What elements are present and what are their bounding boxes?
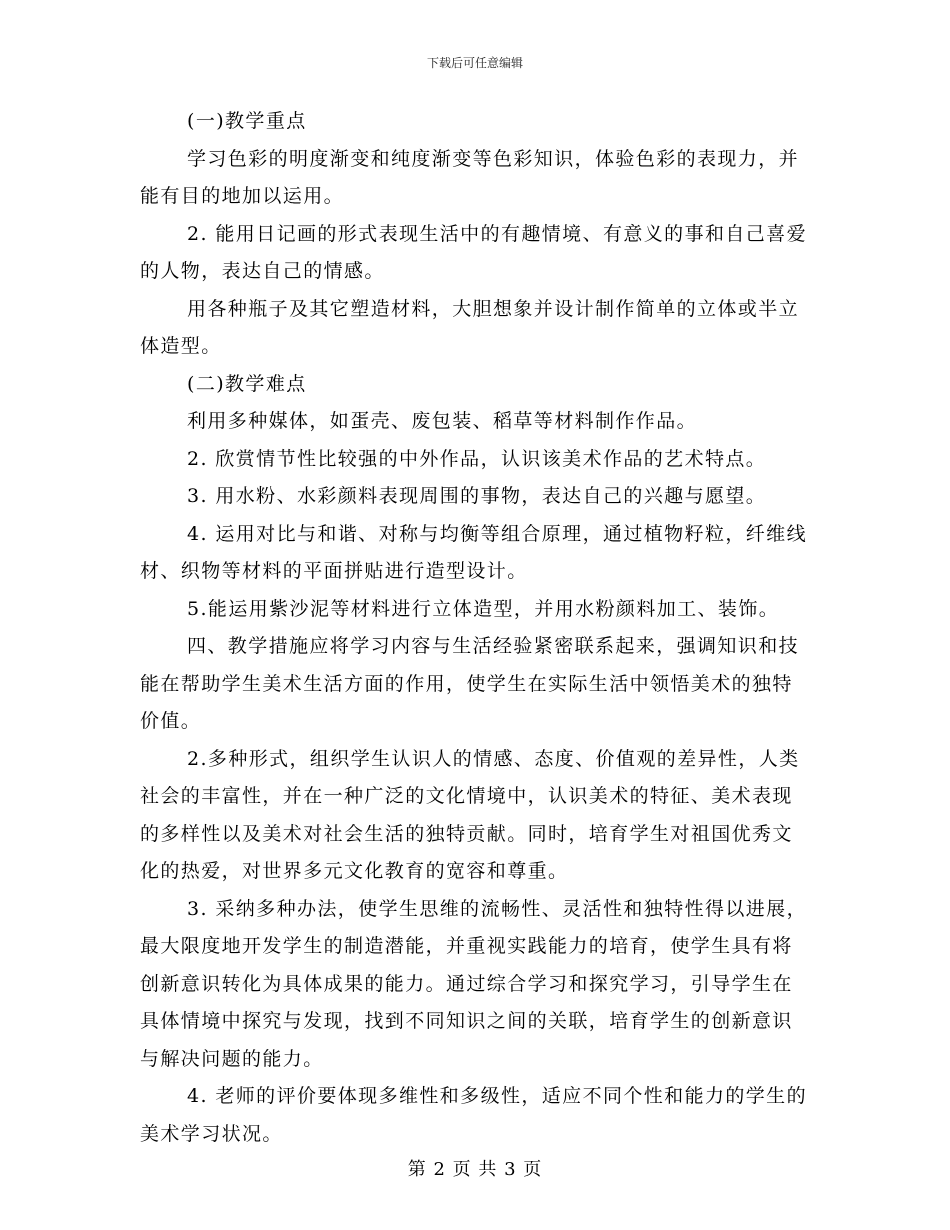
paragraph: 用各种瓶子及其它塑造材料，大胆想象并设计制作简单的立体或半立体造型。 bbox=[140, 297, 800, 357]
page-number: 第 2 页 共 3 页 bbox=[407, 1159, 543, 1180]
paragraph: 利用多种媒体，如蛋壳、废包装、稻草等材料制作作品。 bbox=[187, 410, 698, 432]
paragraph: 2. 欣赏情节性比较强的中外作品，认识该美术作品的艺术特点。 bbox=[187, 447, 767, 470]
paragraph: 四、教学措施应将学习内容与生活经验紧密联系起来，强调知识和技能在帮助学生美术生活方面的作用，使学生在实际生活中领悟美术的独特价值。 bbox=[140, 635, 800, 732]
paragraph: 3. 采纳多种办法，使学生思维的流畅性、灵活性和独特性得以进展，最大限度地开发学生的制造潜能，并重视实践能力的培育，使学生具有将创新意识转化为具体成果的能力。通过综合学习和探究学习，引导学生在具体情境中探究与发现，找到不同知识之间的关联，培育学生的创新意识与解决问题的能力。 bbox=[140, 897, 807, 1070]
paragraph: 2.多种形式，组织学生认识人的情感、态度、价值观的差异性，人类社会的丰富性，并在一种广泛的文化情境中，认识美术的特征、美术表现的多样性以及美术对社会生活的独特贡献。同时，培育学生对祖国优秀文化的热爱，对世界多元文化教育的宽容和尊重。 bbox=[140, 747, 800, 882]
paragraph: 2. 能用日记画的形式表现生活中的有趣情境、有意义的事和自己喜爱的人物，表达自己的情感。 bbox=[140, 222, 807, 282]
paragraph: 3. 用水粉、水彩颜料表现周围的事物，表达自己的兴趣与愿望。 bbox=[187, 485, 767, 507]
page-header: 下载后可任意编辑 bbox=[426, 56, 523, 70]
document-body bbox=[140, 103, 810, 1153]
section-heading-difficulties: (二)教学难点 bbox=[187, 372, 307, 395]
paragraph: 5.能运用紫沙泥等材料进行立体造型，并用水粉颜料加工、装饰。 bbox=[187, 597, 780, 620]
paragraph: 4. 老师的评价要体现多维性和多级性，适应不同个性和能力的学生的美术学习状况。 bbox=[140, 1085, 807, 1145]
section-heading-key-points: (一)教学重点 bbox=[187, 110, 307, 132]
paragraph: 4. 运用对比与和谐、对称与均衡等组合原理，通过植物籽粒，纤维线材、织物等材料的平面拼贴进行造型设计。 bbox=[140, 522, 807, 582]
paragraph: 学习色彩的明度渐变和纯度渐变等色彩知识，体验色彩的表现力，并能有目的地加以运用。 bbox=[140, 147, 800, 207]
